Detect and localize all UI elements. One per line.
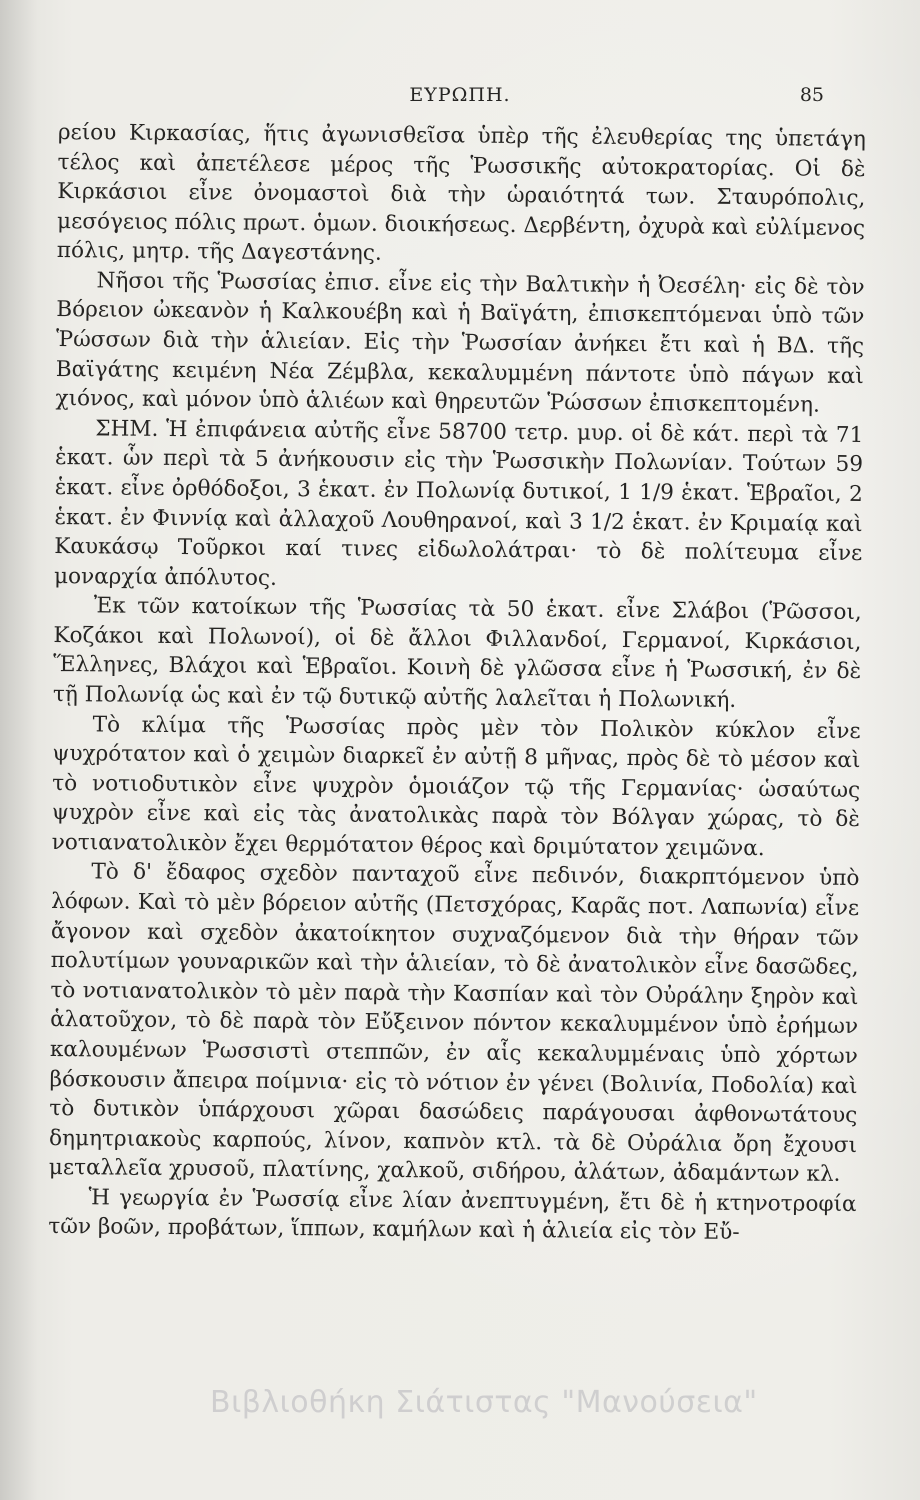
paragraph-terrain: Τὸ δ' ἔδαφος σχεδὸν πανταχοῦ εἶνε πεδινόν, διακρπτόμενον ὑπὸ λόφων. Καὶ τὸ μὲν βόρειον αὐτῆς (Πετσχόρας, Καρᾶς ποτ. Λαπωνία) εἶνε ἄγονον καὶ σχεδὸν ἀκατοίκητον συχναζόμενον διὰ τὴν θήραν τῶν πολυτίμων γουναρικῶν καὶ τὴν ἁλιείαν, τὸ δὲ ἀνατολικὸν εἶνε δασῶδες, τὸ νοτιανατολικὸν τὸ μὲν παρὰ τὴν Κασπίαν καὶ τὸν Οὐράλην ξηρὸν καὶ ἁλατοῦχον, τὸ δὲ παρὰ τὸν Εὔξεινον πόντον κεκαλυμμένον ὑπὸ ἐρήμων καλουμένων Ῥωσσιστὶ στεππῶν, ἐν αἷς κεκαλυμμέναις ὑπὸ χόρτων βόσκουσιν ἄπειρα ποίμνια· εἰς τὸ νότιον ἐν γένει (Βολινία, Ποδολία) καὶ τὸ δυτικὸν ὑπάρχουσι χῶραι δασώδεις παράγουσαι ἀφθονωτάτους δημητριακοὺς καρπούς, λίνον, καπνὸν κτλ. τὰ δὲ Οὐράλια ὄρη ἔχουσι μεταλλεῖα χρυσοῦ, πλατίνης, χαλκοῦ, σιδήρου, ἀλάτων, ἀδαμάντων κλ. xyxy=(48,859,860,1188)
paragraph-islands: Νῆσοι τῆς Ῥωσσίας ἐπισ. εἶνε εἰς τὴν Βαλτικὴν ἡ Ὀεσέλη· εἰς δὲ τὸν Βόρειον ὠκεανὸν ἡ Καλκουέβη καὶ ἡ Βαϊγάτη, ἐπισκεπτόμεναι ὑπὸ τῶν Ῥώσσων διὰ τὴν ἁλιείαν. Εἰς τὴν Ῥωσσίαν ἀνήκει ἔτι καὶ ἡ ΒΔ. τῆς Βαϊγάτης κειμένη Νέα Ζέμβλα, κεκαλυμμένη πάντοτε ὑπὸ πάγων καὶ χιόνος, καὶ μόνον ὑπὸ ἁλιέων καὶ θηρευτῶν Ῥώσσων ἐπισκεπτομένη. xyxy=(55,268,865,418)
page-bottom-margin xyxy=(0,1440,920,1500)
spine-shadow xyxy=(0,0,38,1500)
running-title: ΕΥΡΩΠΗ. xyxy=(409,84,511,106)
paragraph-climate: Τὸ κλίμα τῆς Ῥωσσίας πρὸς μὲν τὸν Πολικὸν κύκλον εἶνε ψυχρότατον καὶ ὁ χειμὼν διαρκεῖ ἐν αὐτῇ 8 μῆνας, πρὸς δὲ τὸ μέσον καὶ τὸ νοτιοδυτικὸν εἶνε ψυχρὸν ὁμοιάζον τῷ τῆς Γερμανίας· ὡσαύτως ψυχρὸν εἶνε καὶ εἰς τὰς ἀνατολικὰς παρὰ τὸν Βόλγαν χώρας, τὸ δὲ νοτιανατολικὸν ἔχει θερμότατον θέρος καὶ δριμύτατον χειμῶνα. xyxy=(51,711,861,862)
library-watermark: Βιβλιοθήκη Σιάτιστας "Μανούσεια" xyxy=(210,1385,758,1420)
running-head xyxy=(0,84,920,114)
body-text xyxy=(47,118,866,1415)
page-number: 85 xyxy=(799,84,824,106)
paragraph-agriculture: Ἡ γεωργία ἐν Ῥωσσίᾳ εἶνε λίαν ἀνεπτυγμένη, ἔτι δὲ ἡ κτηνοτροφία τῶν βοῶν, προβάτων, ἵππων, καμήλων καὶ ἡ ἁλιεία εἰς τὸν Εὔ- xyxy=(48,1185,857,1246)
paragraph-note: ΣΗΜ. Ἡ ἐπιφάνεια αὐτῆς εἶνε 58700 τετρ. μυρ. οἱ δὲ κάτ. περὶ τὰ 71 ἑκατ. ὧν περὶ τὰ 5 ἀνήκουσιν εἰς τὴν Ῥωσσικὴν Πολωνίαν. Τούτων 59 ἑκατ. εἶνε ὀρθόδοξοι, 3 ἑκατ. ἐν Πολωνίᾳ δυτικοί, 1 1/9 ἑκατ. Ἑβραῖοι, 2 ἑκατ. ἐν Φιννίᾳ καὶ ἀλλαχοῦ Λουθηρανοί, καὶ 3 1/2 ἑκατ. ἐν Κριμαίᾳ καὶ Καυκάσῳ Τοῦρκοι καί τινες εἰδωλολάτραι· τὸ δὲ πολίτευμα εἶνε μοναρχία ἀπόλυτος. xyxy=(53,416,864,591)
paragraph-population: Ἐκ τῶν κατοίκων τῆς Ῥωσσίας τὰ 50 ἑκατ. εἶνε Σλάβοι (Ῥῶσσοι, Κοζάκοι καὶ Πολωνοί), οἱ δὲ ἄλλοι Φιλλανδοί, Γερμανοί, Κιρκάσιοι, Ἕλληνες, Βλάχοι καὶ Ἑβραῖοι. Κοινὴ δὲ γλῶσσα εἶνε ἡ Ῥωσσική, ἐν δὲ τῇ Πολωνίᾳ ὡς καὶ ἐν τῷ δυτικῷ αὐτῆς λαλεῖται ἡ Πολωνική. xyxy=(52,593,862,713)
paragraph-kirkasia: ρείου Κιρκασίας, ἥτις ἀγωνισθεῖσα ὑπὲρ τῆς ἐλευθερίας της ὑπετάγη τέλος καὶ ἀπετέλεσε μέρος τῆς Ῥωσσικῆς αὐτοκρατορίας. Οἱ δὲ Κιρκάσιοι εἶνε ὀνομαστοὶ διὰ τὴν ὡραιότητά των. Σταυρόπολις, μεσόγειος πόλις πρωτ. ὁμων. διοικήσεως. Δερβέντη, ὀχυρὰ καὶ εὐλίμενος πόλις, μητρ. τῆς Δαγεστάνης. xyxy=(56,119,866,267)
